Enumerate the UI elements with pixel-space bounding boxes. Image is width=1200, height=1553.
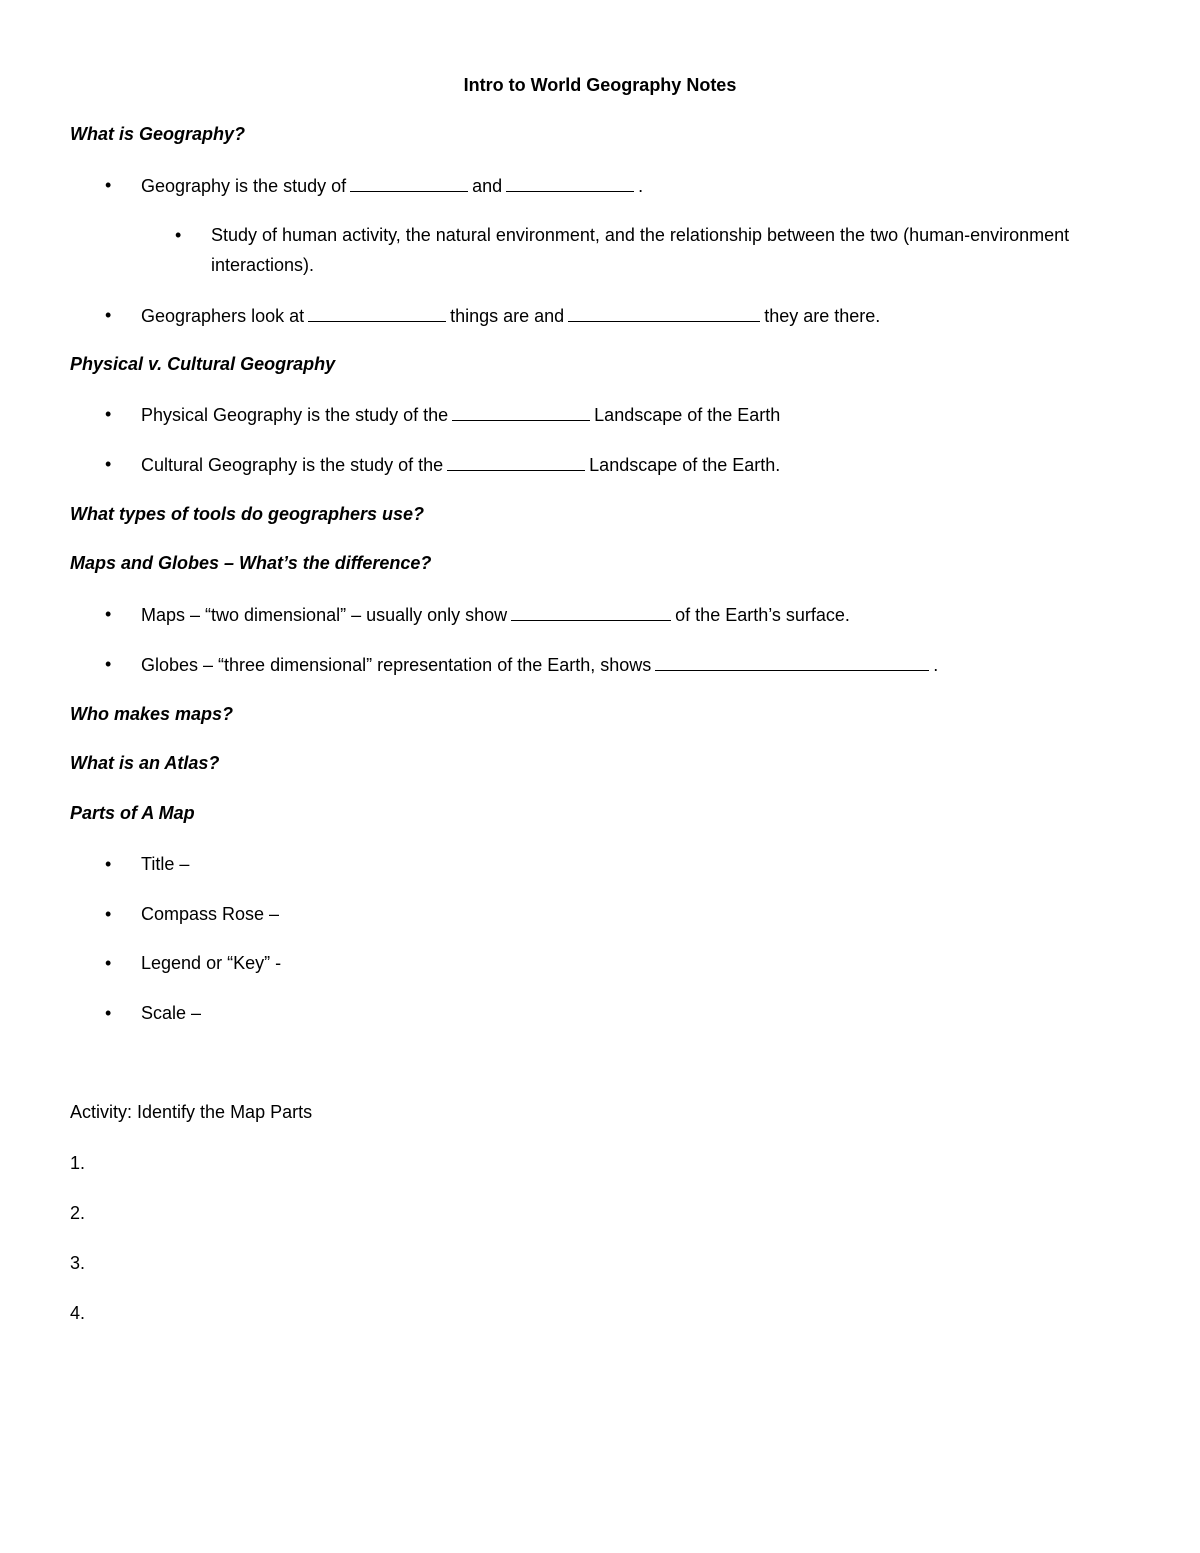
- bullet-text: they are there.: [764, 306, 881, 326]
- bullet-text: Globes – “three dimensional” representation of the Earth, shows: [141, 655, 652, 675]
- activity-label: Activity: Identify the Map Parts: [70, 1102, 313, 1122]
- bullet-geography-study: [141, 173, 643, 198]
- heading-tools: What types of tools do geographers use?: [70, 504, 425, 524]
- list-item: • Title –: [141, 852, 189, 876]
- bullet-text: .: [638, 176, 644, 196]
- bullet-text: and: [472, 176, 503, 196]
- heading-parts-of-map: Parts of A Map: [70, 803, 195, 823]
- bullet-maps: [141, 602, 850, 627]
- heading-what-is-geography: What is Geography?: [70, 124, 246, 144]
- list-item: • Legend or “Key” -: [141, 951, 281, 975]
- bullet-globes: [141, 652, 938, 677]
- fill-in-blank: [511, 602, 671, 621]
- fill-in-blank: [655, 652, 929, 671]
- bullet-text: Geography is the study of: [141, 176, 347, 196]
- heading-physical-cultural: Physical v. Cultural Geography: [70, 354, 336, 374]
- fill-in-blank: [568, 303, 760, 322]
- bullet-text: Landscape of the Earth: [594, 405, 781, 425]
- bullet-cultural-geography: [141, 452, 780, 477]
- activity-number: 1.: [70, 1153, 86, 1173]
- bullet-text: Geographers look at: [141, 306, 305, 326]
- bullet-text: Landscape of the Earth.: [589, 455, 781, 475]
- bullet-text: .: [933, 655, 939, 675]
- bullet-text: Maps – “two dimensional” – usually only show: [141, 605, 508, 625]
- bullet-geographers-look: [141, 303, 880, 328]
- list-item: • Scale –: [141, 1001, 201, 1025]
- heading-maps-globes: Maps and Globes – What’s the difference?: [70, 553, 432, 573]
- list-item: • Compass Rose –: [141, 902, 279, 926]
- sub-bullet-human-activity: • Study of human activity, the natural environment, and the relationship between the two (human-environment interactions).: [211, 220, 1071, 280]
- heading-who-makes-maps: Who makes maps?: [70, 704, 234, 724]
- activity-number: 2.: [70, 1203, 86, 1223]
- bullet-text: Cultural Geography is the study of the: [141, 455, 444, 475]
- fill-in-blank: [308, 303, 446, 322]
- fill-in-blank: [452, 402, 590, 421]
- bullet-text: Physical Geography is the study of the: [141, 405, 449, 425]
- fill-in-blank: [506, 173, 634, 192]
- bullet-text: of the Earth’s surface.: [675, 605, 850, 625]
- activity-number: 4.: [70, 1303, 86, 1323]
- bullet-text: things are and: [450, 306, 565, 326]
- fill-in-blank: [447, 452, 585, 471]
- page-title: Intro to World Geography Notes: [463, 75, 737, 95]
- heading-atlas: What is an Atlas?: [70, 753, 220, 773]
- bullet-physical-geography: [141, 402, 780, 427]
- fill-in-blank: [350, 173, 468, 192]
- activity-number: 3.: [70, 1253, 86, 1273]
